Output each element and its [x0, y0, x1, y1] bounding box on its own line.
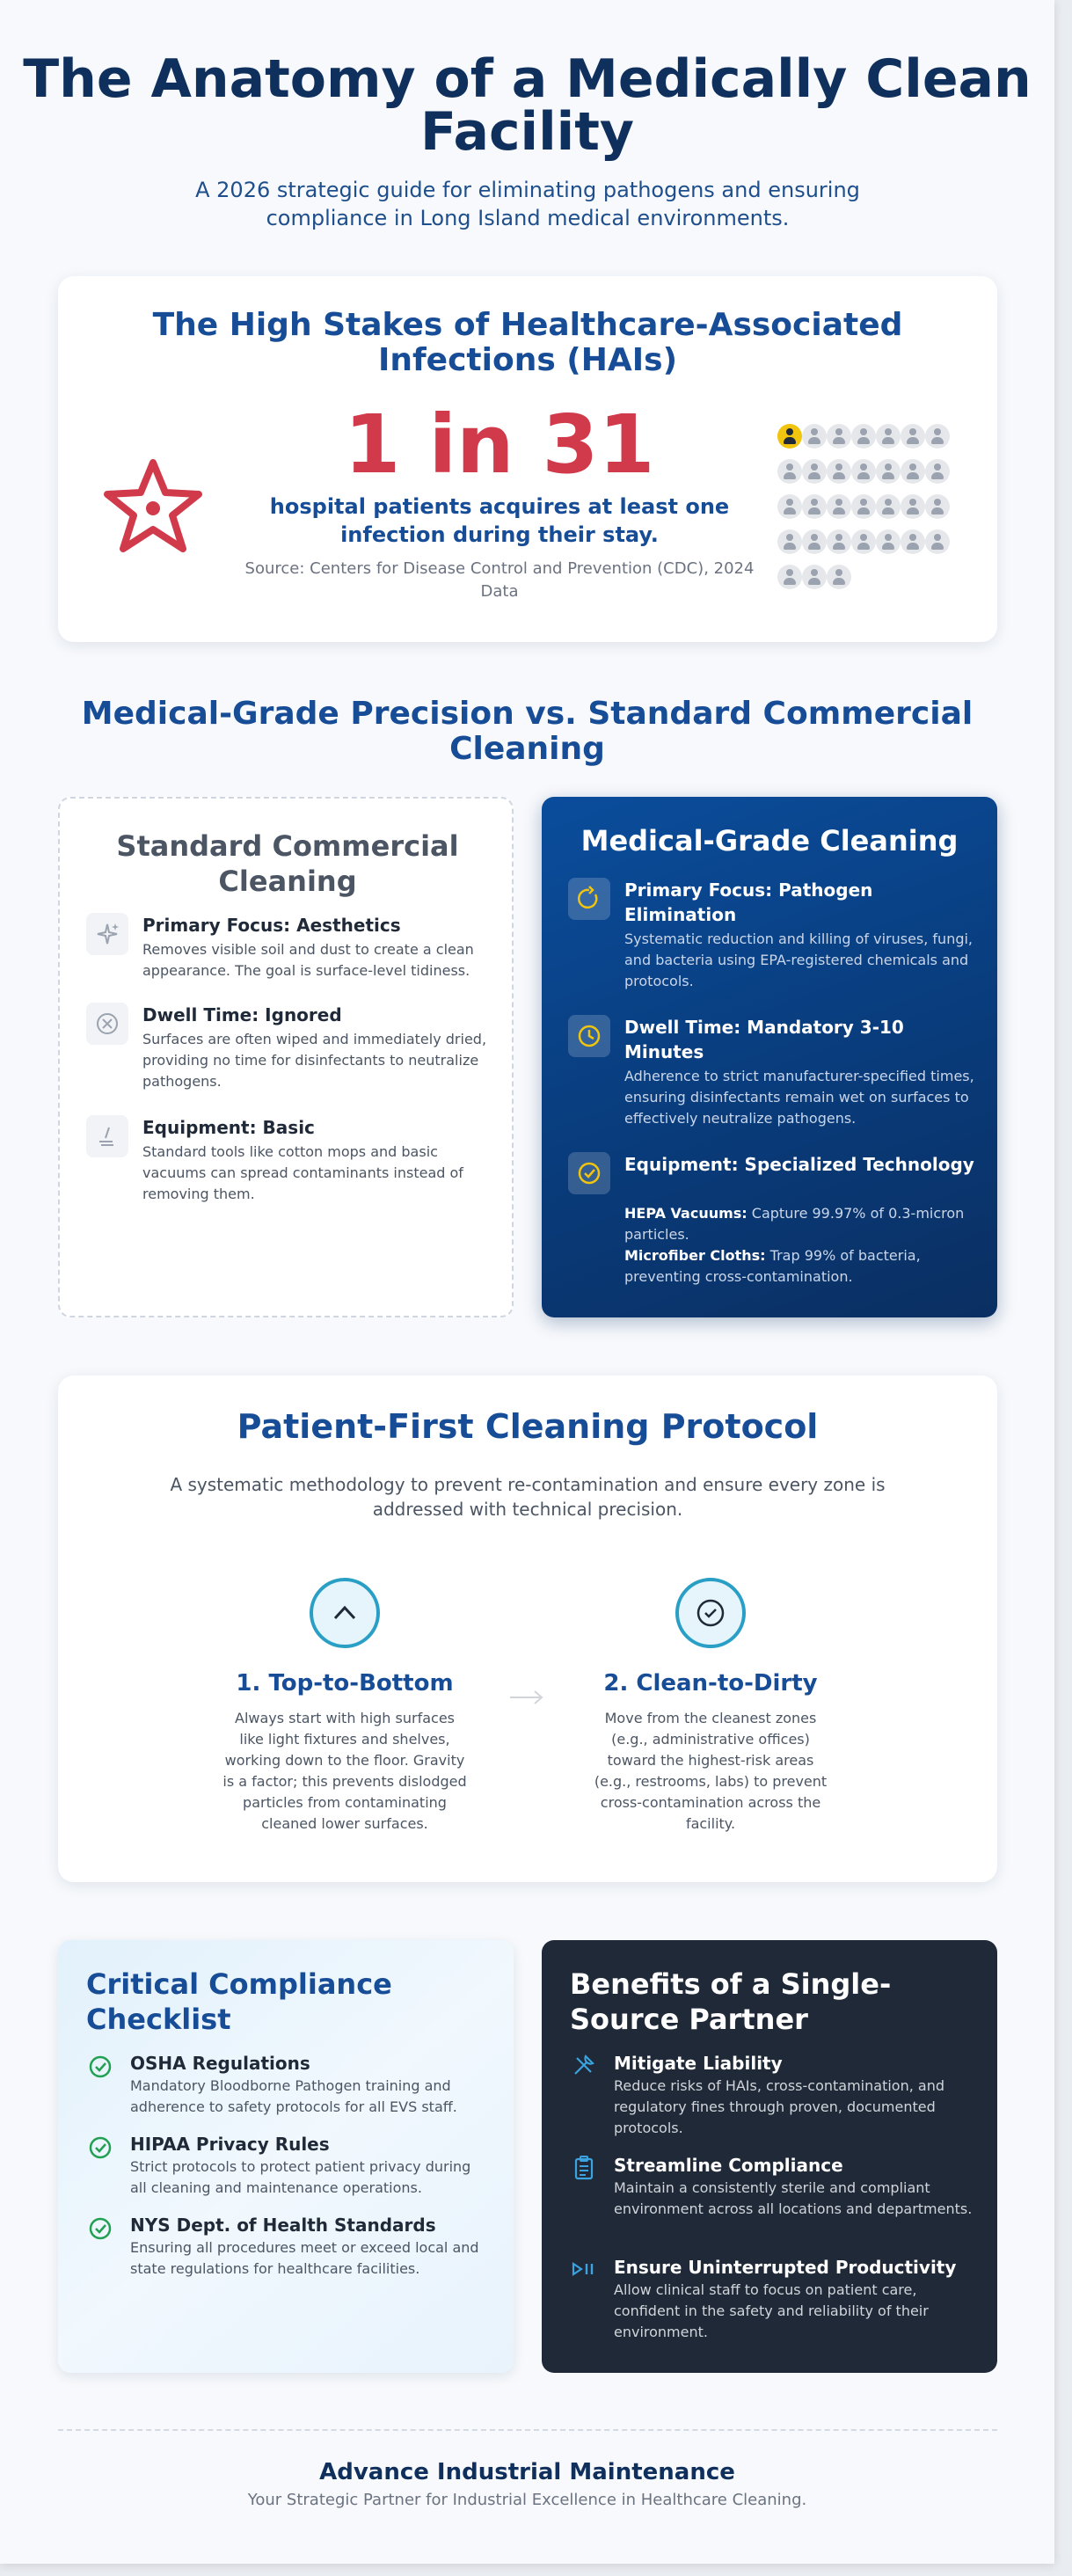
patient-icon [851, 424, 876, 449]
protocol-step [213, 1578, 477, 1835]
standard-feature-title: Primary Focus: Aesthetics [142, 915, 401, 936]
single-source-benefits-card [542, 1940, 997, 2373]
patient-icon [827, 494, 851, 519]
play-pause-icon [570, 2255, 598, 2283]
patient-icon [925, 494, 950, 519]
patient-icon [777, 494, 802, 519]
medical-feature-title: Dwell Time: Mandatory 3-10 Minutes [624, 1017, 904, 1062]
standard-cleaning-title: Standard Commercial Cleaning [116, 829, 459, 898]
medical-feature-item [568, 878, 973, 1001]
benefit-item-text: Allow clinical staff to focus on patient care, confident in the safety and reliability of their environment. [614, 2281, 929, 2340]
patient-icon [876, 459, 901, 484]
footer-tagline: Your Strategic Partner for Industrial Excellence in Healthcare Cleaning. [247, 2491, 807, 2509]
benefit-item-text: Reduce risks of HAIs, cross-contamination, and regulatory fines through proven, documented protocols. [614, 2077, 944, 2136]
benefits-title: Benefits of a Single-Source Partner [570, 1967, 892, 2036]
patient-icon [851, 529, 876, 554]
patient-icon [827, 424, 851, 449]
hai-stakes-card [58, 276, 997, 642]
medical-feature-item [568, 1152, 973, 1293]
hai-stakes-title: The High Stakes of Healthcare-Associated Infections (HAIs) [152, 307, 903, 378]
clock-icon [568, 1015, 610, 1057]
checklist-item [86, 2132, 491, 2202]
check-circle-icon [568, 1152, 610, 1194]
check-circle-icon [86, 2051, 114, 2079]
checklist-item-text: Ensuring all procedures meet or exceed local and state regulations for healthcare facilities. [130, 2239, 479, 2277]
checklist-item-title: NYS Dept. of Health Standards [130, 2215, 436, 2236]
benefit-item [570, 2153, 974, 2241]
patient-icon [802, 424, 827, 449]
benefit-item-title: Mitigate Liability [614, 2053, 783, 2074]
protocol-step-text: Always start with high surfaces like light fixtures and shelves, working down to the floor. Gravity is a factor; this prevents dislodged particles from contaminating cleaned lower surfaces. [222, 1710, 467, 1832]
patient-icon [851, 459, 876, 484]
benefit-item-title: Streamline Compliance [614, 2155, 843, 2176]
checklist-item-text: Mandatory Bloodborne Pathogen training and adherence to safety protocols for all EVS staff. [130, 2077, 457, 2115]
mop-icon [86, 1115, 128, 1157]
protocol-title: Patient-First Cleaning Protocol [237, 1407, 819, 1446]
patient-icon [802, 459, 827, 484]
microfiber-cloths-text [624, 1245, 976, 1288]
hepa-vacuums-text [624, 1203, 976, 1245]
standard-feature-text: Surfaces are often wiped and immediately dried, providing no time for disinfectants to neutralize pathogens. [142, 1031, 487, 1090]
medical-feature-text: Adherence to strict manufacturer-specified times, ensuring disinfectants remain wet on surfaces to effectively neutralize pathogens. [624, 1068, 974, 1127]
checklist-item-text: Strict protocols to protect patient privacy during all cleaning and maintenance operations. [130, 2158, 471, 2196]
clipboard-icon [570, 2153, 598, 2181]
medical-feature-text: Systematic reduction and killing of viruses, fungi, and bacteria using EPA-registered chemicals and protocols. [624, 930, 974, 989]
patient-icon [827, 529, 851, 554]
checklist-item [86, 2051, 491, 2121]
medical-grade-card [542, 797, 997, 1317]
infected-patient-icon [777, 424, 802, 449]
patient-icon [827, 459, 851, 484]
protocol-step [579, 1578, 842, 1835]
benefit-item-title: Ensure Uninterrupted Productivity [614, 2257, 957, 2278]
protocol-step-text: Move from the cleanest zones (e.g., administrative offices) toward the highest-risk areas (e.g., restrooms, labs) to prevent cross-contamination across the facility. [594, 1710, 828, 1832]
benefit-item [570, 2255, 974, 2343]
footer-brand: Advance Industrial Maintenance [319, 2459, 735, 2485]
hepa-vacuums-label: HEPA Vacuums: [624, 1205, 747, 1222]
checklist-item [86, 2213, 491, 2283]
patient-icon [925, 459, 950, 484]
standard-feature-item [86, 1003, 491, 1099]
protocol-subtitle: A systematic methodology to prevent re-contamination and ensure every zone is addressed with technical precision. [170, 1474, 886, 1520]
patient-icon [802, 529, 827, 554]
patient-icon [901, 459, 925, 484]
star-of-life-icon [100, 456, 206, 558]
standard-feature-title: Dwell Time: Ignored [142, 1004, 342, 1025]
page-title: The Anatomy of a Medically Clean Facility [23, 48, 1032, 163]
check-circle-icon [86, 2213, 114, 2241]
hai-statistic-source: Source: Centers for Disease Control and Prevention (CDC), 2024 Data [244, 559, 755, 601]
hai-statistic: 1 in 31 [344, 398, 655, 492]
page-subtitle: A 2026 strategic guide for eliminating pathogens and ensuring compliance in Long Island medical environments. [195, 178, 860, 230]
standard-feature-text: Removes visible soil and dust to create a clean appearance. The goal is surface-level tidiness. [142, 941, 474, 979]
hepa-vacuums-detail: Capture 99.97% of 0.3-micron particles. [624, 1205, 965, 1243]
patient-icon [925, 529, 950, 554]
target-icon [568, 878, 610, 920]
standard-feature-text: Standard tools like cotton mops and basic vacuums can spread contaminants instead of removing them. [142, 1143, 463, 1202]
compliance-checklist-card [58, 1940, 514, 2373]
standard-feature-item [86, 1115, 491, 1212]
medical-feature-title: Primary Focus: Pathogen Elimination [624, 879, 873, 925]
chevron-up-icon [310, 1578, 380, 1648]
protocol-step-title: 2. Clean-to-Dirty [603, 1670, 818, 1697]
protocol-step-title: 1. Top-to-Bottom [236, 1670, 454, 1697]
x-circle-icon [86, 1003, 128, 1045]
microfiber-cloths-label: Microfiber Cloths: [624, 1247, 766, 1264]
footer-divider [58, 2429, 997, 2431]
standard-cleaning-card [58, 797, 514, 1317]
patient-icon-grid [777, 424, 988, 589]
patient-icon [777, 529, 802, 554]
medical-feature-item [568, 1015, 973, 1138]
hai-statistic-description: hospital patients acquires at least one infection during their stay. [269, 494, 730, 547]
medical-feature-title: Equipment: Specialized Technology [624, 1154, 974, 1175]
patient-icon [876, 529, 901, 554]
patient-icon [851, 494, 876, 519]
standard-feature-item [86, 913, 491, 1001]
checklist-item-title: OSHA Regulations [130, 2053, 310, 2074]
badge-check-icon [675, 1578, 746, 1648]
microfiber-cloths-detail: Trap 99% of bacteria, preventing cross-contamination. [624, 1247, 921, 1285]
checklist-item-title: HIPAA Privacy Rules [130, 2134, 330, 2155]
patient-icon [802, 494, 827, 519]
medical-grade-title: Medical-Grade Cleaning [580, 824, 959, 857]
benefit-item [570, 2051, 974, 2139]
arrow-right-icon [507, 1687, 549, 1708]
cleaning-protocol-card [58, 1376, 997, 1882]
patient-icon [876, 424, 901, 449]
patient-icon [777, 565, 802, 589]
patient-icon [802, 565, 827, 589]
patient-icon [901, 424, 925, 449]
check-circle-icon [86, 2132, 114, 2160]
standard-feature-title: Equipment: Basic [142, 1117, 315, 1138]
patient-icon [901, 494, 925, 519]
patient-icon [777, 459, 802, 484]
patient-icon [827, 565, 851, 589]
patient-icon [901, 529, 925, 554]
sparkle-icon [86, 913, 128, 955]
comparison-title: Medical-Grade Precision vs. Standard Commercial Cleaning [81, 696, 974, 767]
tools-icon [570, 2051, 598, 2079]
benefit-item-text: Maintain a consistently sterile and compliant environment across all locations and departments. [614, 2179, 973, 2217]
checklist-title: Critical Compliance Checklist [86, 1967, 392, 2036]
patient-icon [925, 424, 950, 449]
patient-icon [876, 494, 901, 519]
